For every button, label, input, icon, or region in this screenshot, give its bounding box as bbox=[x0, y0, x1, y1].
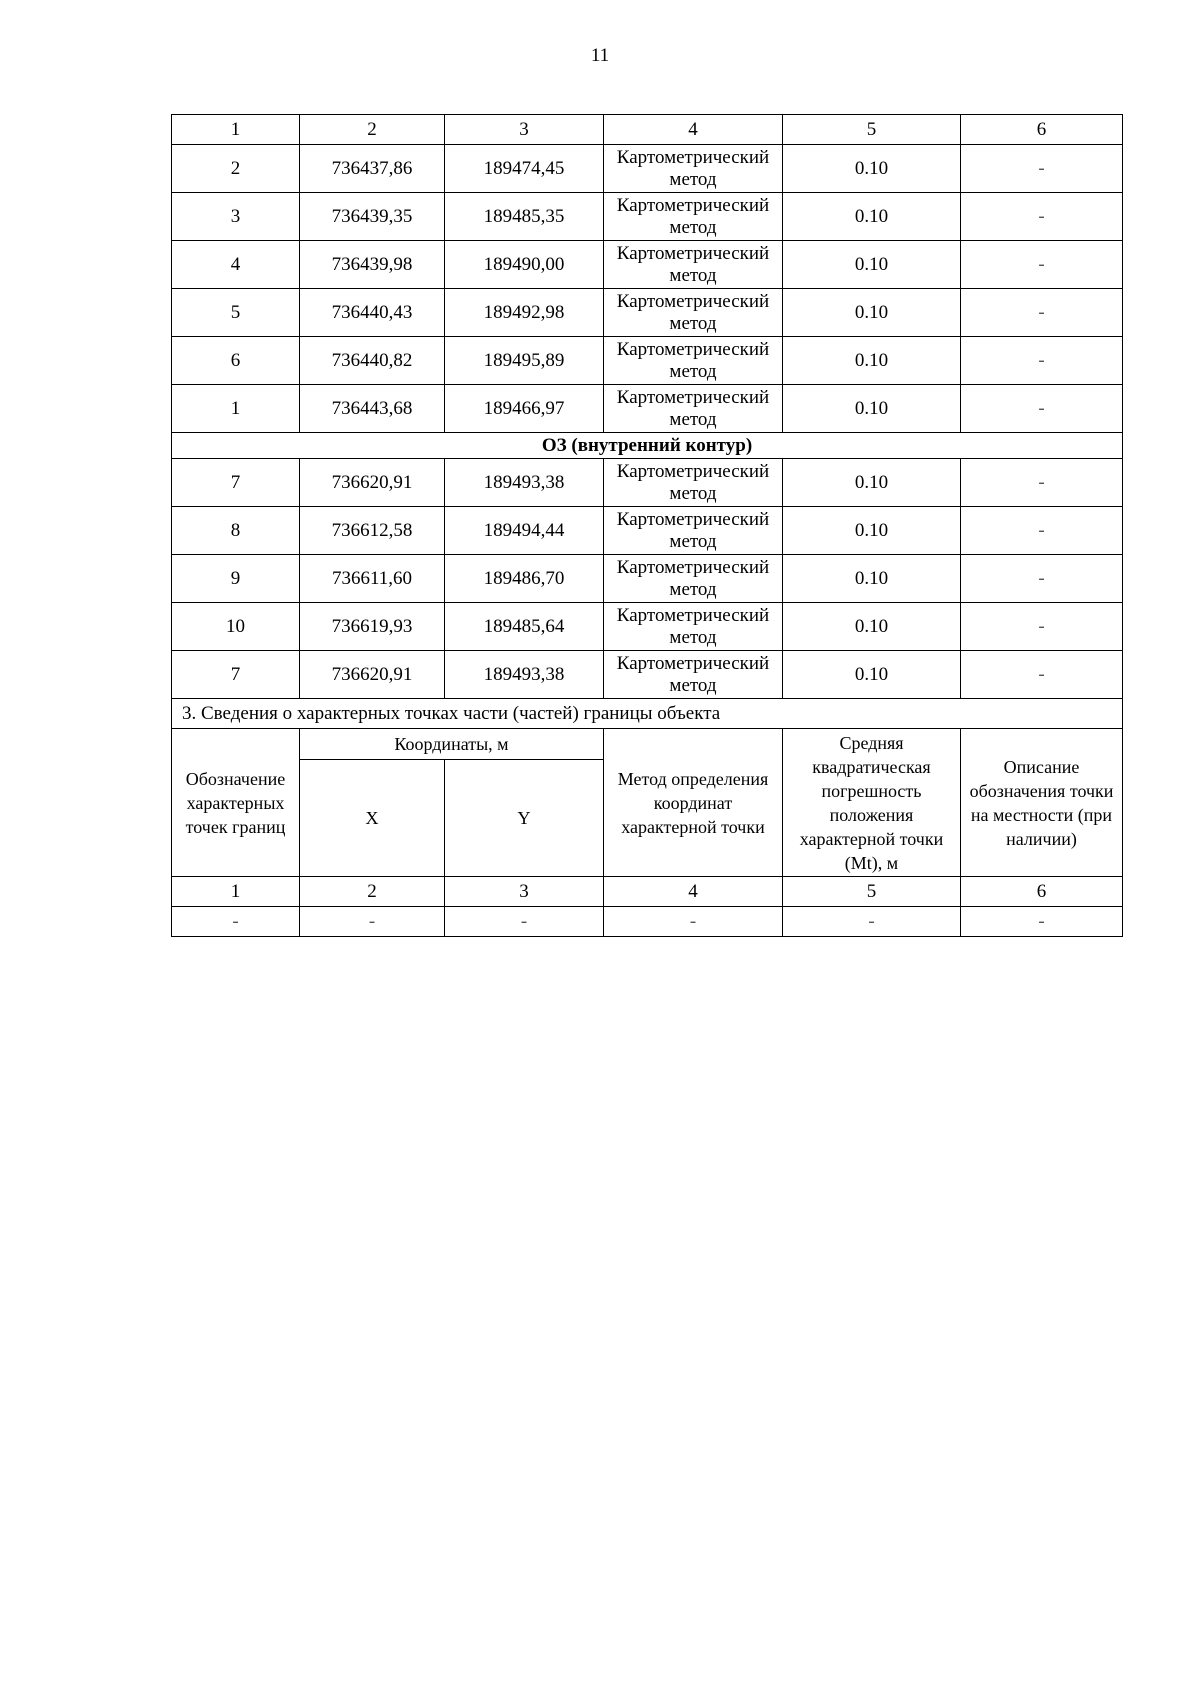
x-cell: 736440,82 bbox=[300, 337, 445, 385]
method-cell: Картометрический метод bbox=[604, 337, 783, 385]
table-row bbox=[172, 145, 1123, 193]
point-cell: 6 bbox=[172, 337, 300, 385]
table-row bbox=[172, 603, 1123, 651]
method-cell: Картометрический метод bbox=[604, 651, 783, 699]
x-cell: 736620,91 bbox=[300, 651, 445, 699]
method-cell: Картометрический метод bbox=[604, 193, 783, 241]
table-row bbox=[172, 555, 1123, 603]
y-cell: 189493,38 bbox=[445, 651, 604, 699]
x-cell: 736619,93 bbox=[300, 603, 445, 651]
header-point-designation: Обозначение характерных точек границ bbox=[172, 729, 300, 877]
column-number: 1 bbox=[172, 115, 300, 145]
section3-column-number-row bbox=[172, 877, 1123, 907]
description-cell: - bbox=[961, 385, 1123, 433]
description-cell: - bbox=[961, 651, 1123, 699]
point-cell: 2 bbox=[172, 145, 300, 193]
x-cell: 736443,68 bbox=[300, 385, 445, 433]
table-row bbox=[172, 289, 1123, 337]
empty-cell: - bbox=[445, 907, 604, 937]
empty-cell: - bbox=[783, 907, 961, 937]
empty-cell: - bbox=[172, 907, 300, 937]
mt-cell: 0.10 bbox=[783, 459, 961, 507]
mt-cell: 0.10 bbox=[783, 507, 961, 555]
column-number: 5 bbox=[783, 877, 961, 907]
page-number: 11 bbox=[590, 45, 610, 66]
y-cell: 189474,45 bbox=[445, 145, 604, 193]
description-cell: - bbox=[961, 145, 1123, 193]
y-cell: 189493,38 bbox=[445, 459, 604, 507]
column-number: 1 bbox=[172, 877, 300, 907]
column-number: 3 bbox=[445, 115, 604, 145]
x-cell: 736437,86 bbox=[300, 145, 445, 193]
description-cell: - bbox=[961, 241, 1123, 289]
method-cell: Картометрический метод bbox=[604, 603, 783, 651]
point-cell: 8 bbox=[172, 507, 300, 555]
point-cell: 7 bbox=[172, 459, 300, 507]
column-number: 2 bbox=[300, 877, 445, 907]
x-cell: 736439,35 bbox=[300, 193, 445, 241]
mt-cell: 0.10 bbox=[783, 651, 961, 699]
description-cell: - bbox=[961, 193, 1123, 241]
description-cell: - bbox=[961, 289, 1123, 337]
mt-cell: 0.10 bbox=[783, 145, 961, 193]
y-cell: 189494,44 bbox=[445, 507, 604, 555]
section-title: ОЗ (внутренний контур) bbox=[172, 433, 1123, 459]
table-row bbox=[172, 193, 1123, 241]
column-number: 4 bbox=[604, 115, 783, 145]
point-cell: 5 bbox=[172, 289, 300, 337]
header-y: Y bbox=[445, 760, 604, 877]
table-row bbox=[172, 459, 1123, 507]
mt-cell: 0.10 bbox=[783, 385, 961, 433]
table-row bbox=[172, 651, 1123, 699]
column-number: 5 bbox=[783, 115, 961, 145]
point-cell: 10 bbox=[172, 603, 300, 651]
x-cell: 736439,98 bbox=[300, 241, 445, 289]
x-cell: 736611,60 bbox=[300, 555, 445, 603]
mt-cell: 0.10 bbox=[783, 555, 961, 603]
mt-cell: 0.10 bbox=[783, 241, 961, 289]
x-cell: 736440,43 bbox=[300, 289, 445, 337]
mt-cell: 0.10 bbox=[783, 603, 961, 651]
header-mt: Средняя квадратическая погрешность положения характерной точки (Mt), м bbox=[783, 729, 961, 877]
table-row bbox=[172, 507, 1123, 555]
header-coordinates: Координаты, м bbox=[300, 729, 604, 760]
method-cell: Картометрический метод bbox=[604, 241, 783, 289]
method-cell: Картометрический метод bbox=[604, 385, 783, 433]
y-cell: 189485,35 bbox=[445, 193, 604, 241]
section3-empty-row bbox=[172, 907, 1123, 937]
method-cell: Картометрический метод bbox=[604, 555, 783, 603]
empty-cell: - bbox=[961, 907, 1123, 937]
mt-cell: 0.10 bbox=[783, 337, 961, 385]
method-cell: Картометрический метод bbox=[604, 289, 783, 337]
method-cell: Картометрический метод bbox=[604, 145, 783, 193]
mt-cell: 0.10 bbox=[783, 193, 961, 241]
method-cell: Картометрический метод bbox=[604, 507, 783, 555]
column-number: 6 bbox=[961, 877, 1123, 907]
empty-cell: - bbox=[604, 907, 783, 937]
description-cell: - bbox=[961, 603, 1123, 651]
table-row bbox=[172, 337, 1123, 385]
coordinates-table bbox=[171, 114, 1123, 937]
column-number-row bbox=[172, 115, 1123, 145]
point-cell: 7 bbox=[172, 651, 300, 699]
table-row bbox=[172, 241, 1123, 289]
mt-cell: 0.10 bbox=[783, 289, 961, 337]
point-cell: 3 bbox=[172, 193, 300, 241]
description-cell: - bbox=[961, 507, 1123, 555]
point-cell: 4 bbox=[172, 241, 300, 289]
description-cell: - bbox=[961, 337, 1123, 385]
y-cell: 189490,00 bbox=[445, 241, 604, 289]
y-cell: 189485,64 bbox=[445, 603, 604, 651]
method-cell: Картометрический метод bbox=[604, 459, 783, 507]
empty-cell: - bbox=[300, 907, 445, 937]
point-cell: 1 bbox=[172, 385, 300, 433]
section3-caption-row bbox=[172, 699, 1123, 729]
description-cell: - bbox=[961, 459, 1123, 507]
column-number: 2 bbox=[300, 115, 445, 145]
y-cell: 189495,89 bbox=[445, 337, 604, 385]
header-x: X bbox=[300, 760, 445, 877]
table-row bbox=[172, 385, 1123, 433]
description-cell: - bbox=[961, 555, 1123, 603]
point-cell: 9 bbox=[172, 555, 300, 603]
y-cell: 189486,70 bbox=[445, 555, 604, 603]
x-cell: 736620,91 bbox=[300, 459, 445, 507]
y-cell: 189466,97 bbox=[445, 385, 604, 433]
section3-header-row bbox=[172, 729, 1123, 760]
y-cell: 189492,98 bbox=[445, 289, 604, 337]
section3-caption: 3. Сведения о характерных точках части (частей) границы объекта bbox=[172, 699, 1123, 729]
section-header-row bbox=[172, 433, 1123, 459]
x-cell: 736612,58 bbox=[300, 507, 445, 555]
column-number: 3 bbox=[445, 877, 604, 907]
header-description: Описание обозначения точки на местности (при наличии) bbox=[961, 729, 1123, 877]
column-number: 6 bbox=[961, 115, 1123, 145]
column-number: 4 bbox=[604, 877, 783, 907]
header-method: Метод определения координат характерной точки bbox=[604, 729, 783, 877]
